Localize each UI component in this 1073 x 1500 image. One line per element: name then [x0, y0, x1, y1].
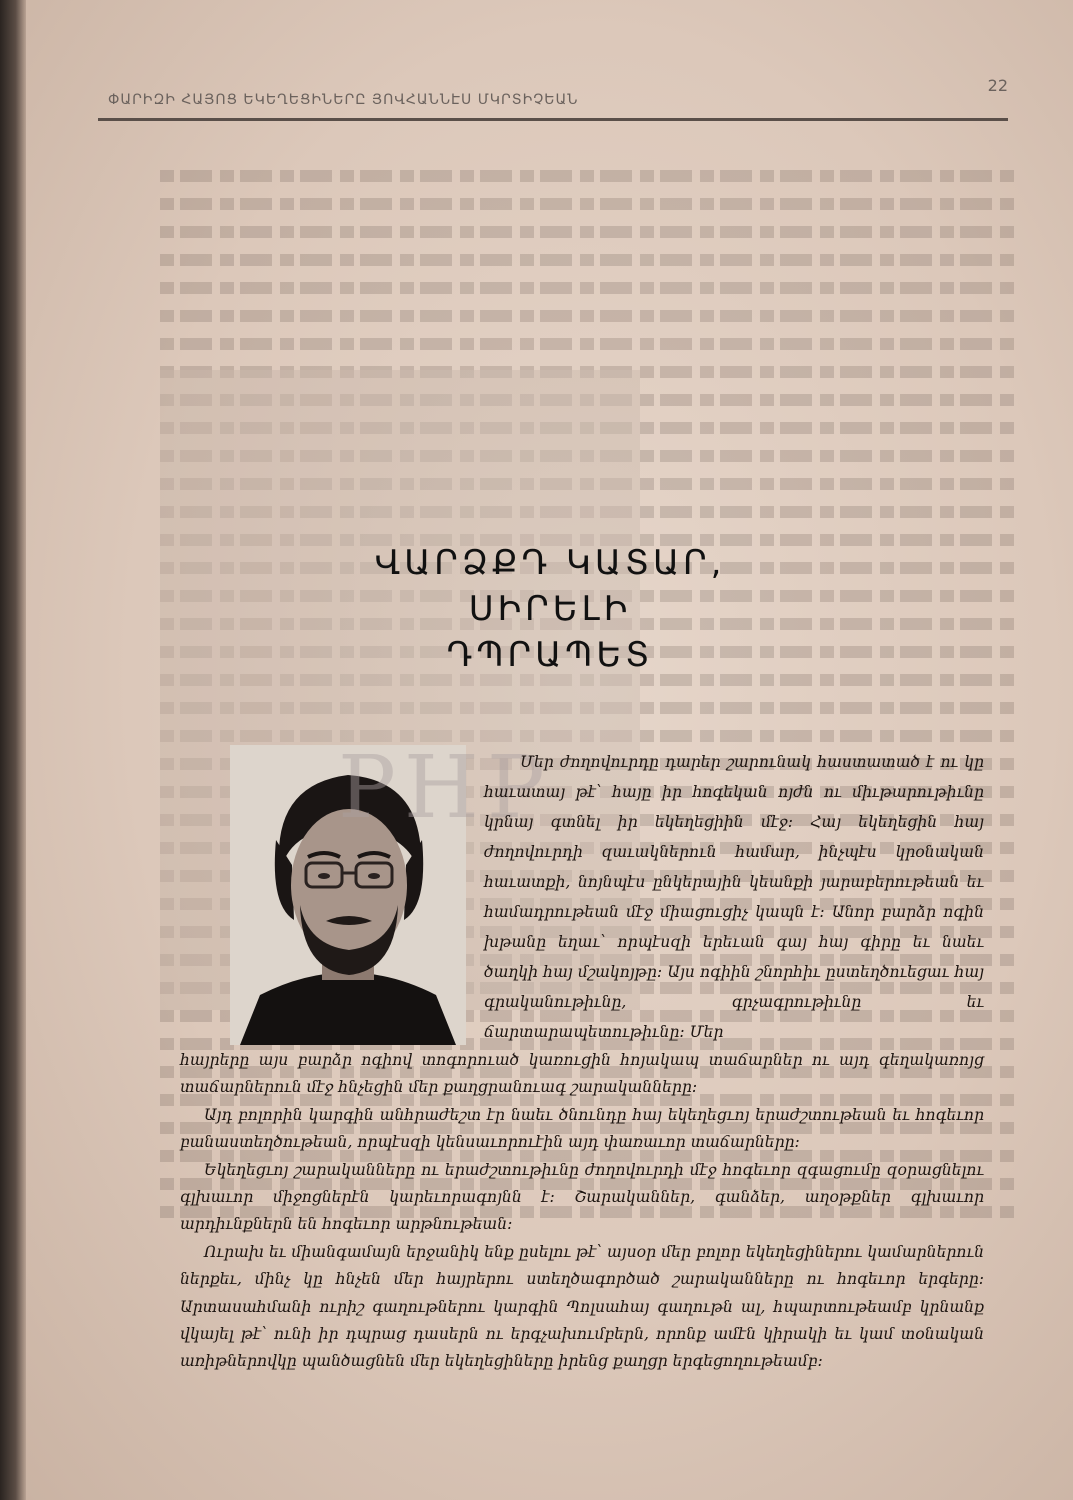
title-line-1: ՎԱՐՁՔԴ ԿԱՏԱՐ,	[374, 543, 726, 583]
article-title	[360, 540, 740, 678]
article-body	[180, 1047, 984, 1376]
watermark: PHP	[338, 738, 553, 838]
body-paragraph: Եկեղեցւոյ շարականները ու երաժշտութիւնը ժողովուրդի մէջ հոգեւոր զգացումը զօրացնելու գլխաւոր միջոցներէն կարեւորագոյնն է: Շարականներ, գանձեր, աղօթքներ գլխաւոր արդիւնքներն են հոգեւոր արթնութեան:	[180, 1160, 984, 1234]
running-header	[98, 76, 1008, 121]
body-paragraph: հայրերը այս բարձր ոգիով տոգորուած կառուցին հոյակապ տաճարներ ու այդ գեղակառոյց տաճարներուն մէջ հնչեցին մեր քաղցրանուագ շարականները:	[180, 1051, 984, 1097]
title-line-2: ՍԻՐԵԼԻ ԴՊՐԱՊԵՏ	[446, 589, 654, 675]
intro-paragraph: Մեր ժողովուրդը դարեր շարունակ հաստատած է ու կը հաւատայ թէ՝ հայը իր հոգեկան ոյժն ու միւթարութիւնը կրնայ գտնել իր եկեղեցիին մէջ: Հայ եկեղեցին հայ ժողովուրդի զաւակներուն համար, ինչպէս կրօնական հաւատքի, նոյնպէս ընկերային կեանքի յարաբերութեան եւ համադրութեան մէջ միացուցիչ կապն է: Անոր բարձր ոգին խթանը եղաւ՝ որպէսզի երեւան գայ հայ գիրը եւ նաեւ ծաղկի հայ մշակոյթը: Այս ոգիին շնորհիւ ըստեղծուեցաւ հայ գրականութիւնը, գրչագրութիւնը եւ ճարտարապետութիւնը: Մեր	[484, 753, 984, 1041]
page-binding-edge	[0, 0, 26, 1500]
body-paragraph: Ուրախ եւ միանգամայն երջանիկ ենք ըսելու թէ՝ այսօր մեր բոլոր եկեղեցիներու կամարներուն ներքեւ, մինչ կը հնչեն մեր հայրերու ստեղծագործած շարականները ու հոգեւոր երգերը: Արտասահմանի ուրիշ գաղութներու կարգին Պոլսահայ գաղութն ալ, հպարտութեամբ կրնանք վկայել թէ՝ ունի իր դպրաց դասերն ու երգչախումբերն, որոնք ամէն կիրակի եւ կամ տօնական առիթներովկը պանծացնեն մեր եկեղեցիները իրենց քաղցր երգեցողութեամբ:	[180, 1242, 984, 1371]
running-title: ՓԱՐԻԶԻ ՀԱՅՈՑ ԵԿԵՂԵՑԻՆԵՐԸ ՅՈՎՀԱՆՆԷՍ ՄԿՐՏԻՉԵԱՆ	[108, 92, 579, 108]
page-number: 22	[987, 76, 1008, 95]
body-paragraph: Այդ բոլորին կարգին անհրաժեշտ էր նաեւ ծնունդը հայ եկեղեցւոյ երաժշտութեան եւ հոգեւոր բանաստեղծութեան, որպէսզի կենսաւորուէին այդ փառաւոր տաճարները:	[180, 1105, 984, 1152]
